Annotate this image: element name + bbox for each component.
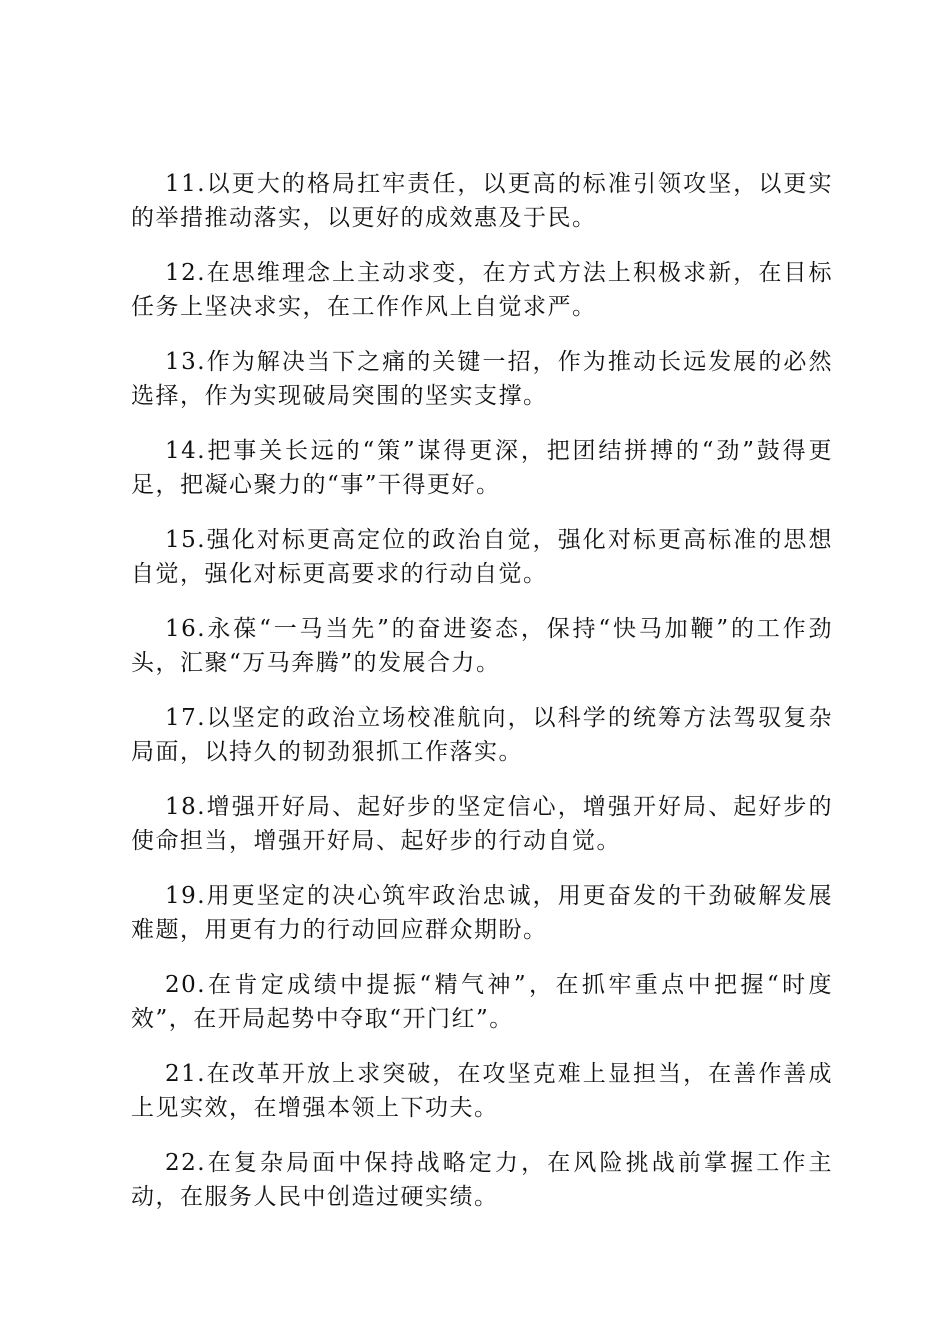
paragraph-14: 14.把事关长远的“策”谋得更深，把团结拼搏的“劲”鼓得更足，把凝心聚力的“事”干得更好。 — [131, 438, 833, 498]
paragraph-11: 11.以更大的格局扛牢责任，以更高的标准引领攻坚，以更实的举措推动落实，以更好的成效惠及于民。 — [131, 171, 833, 231]
paragraph-19: 19.用更坚定的决心筑牢政治忠诚，用更奋发的干劲破解发展难题，用更有力的行动回应群众期盼。 — [131, 883, 833, 943]
document-body — [131, 167, 833, 1235]
paragraph-22: 22.在复杂局面中保持战略定力，在风险挑战前掌握工作主动，在服务人民中创造过硬实绩。 — [131, 1150, 833, 1210]
paragraph-13: 13.作为解决当下之痛的关键一招，作为推动长远发展的必然选择，作为实现破局突围的坚实支撑。 — [131, 349, 833, 409]
paragraph-12: 12.在思维理念上主动求变，在方式方法上积极求新，在目标任务上坚决求实，在工作作风上自觉求严。 — [131, 260, 833, 320]
paragraph-15: 15.强化对标更高定位的政治自觉，强化对标更高标准的思想自觉，强化对标更高要求的行动自觉。 — [131, 527, 833, 587]
paragraph-21: 21.在改革开放上求突破，在攻坚克难上显担当，在善作善成上见实效，在增强本领上下功夫。 — [131, 1061, 833, 1121]
paragraph-18: 18.增强开好局、起好步的坚定信心，增强开好局、起好步的使命担当，增强开好局、起好步的行动自觉。 — [131, 794, 833, 854]
paragraph-17: 17.以坚定的政治立场校准航向，以科学的统筹方法驾驭复杂局面，以持久的韧劲狠抓工作落实。 — [131, 705, 833, 765]
paragraph-20: 20.在肯定成绩中提振“精气神”，在抓牢重点中把握“时度效”，在开局起势中夺取“开门红”。 — [131, 972, 833, 1032]
paragraph-16: 16.永葆“一马当先”的奋进姿态，保持“快马加鞭”的工作劲头，汇聚“万马奔腾”的发展合力。 — [131, 616, 833, 676]
